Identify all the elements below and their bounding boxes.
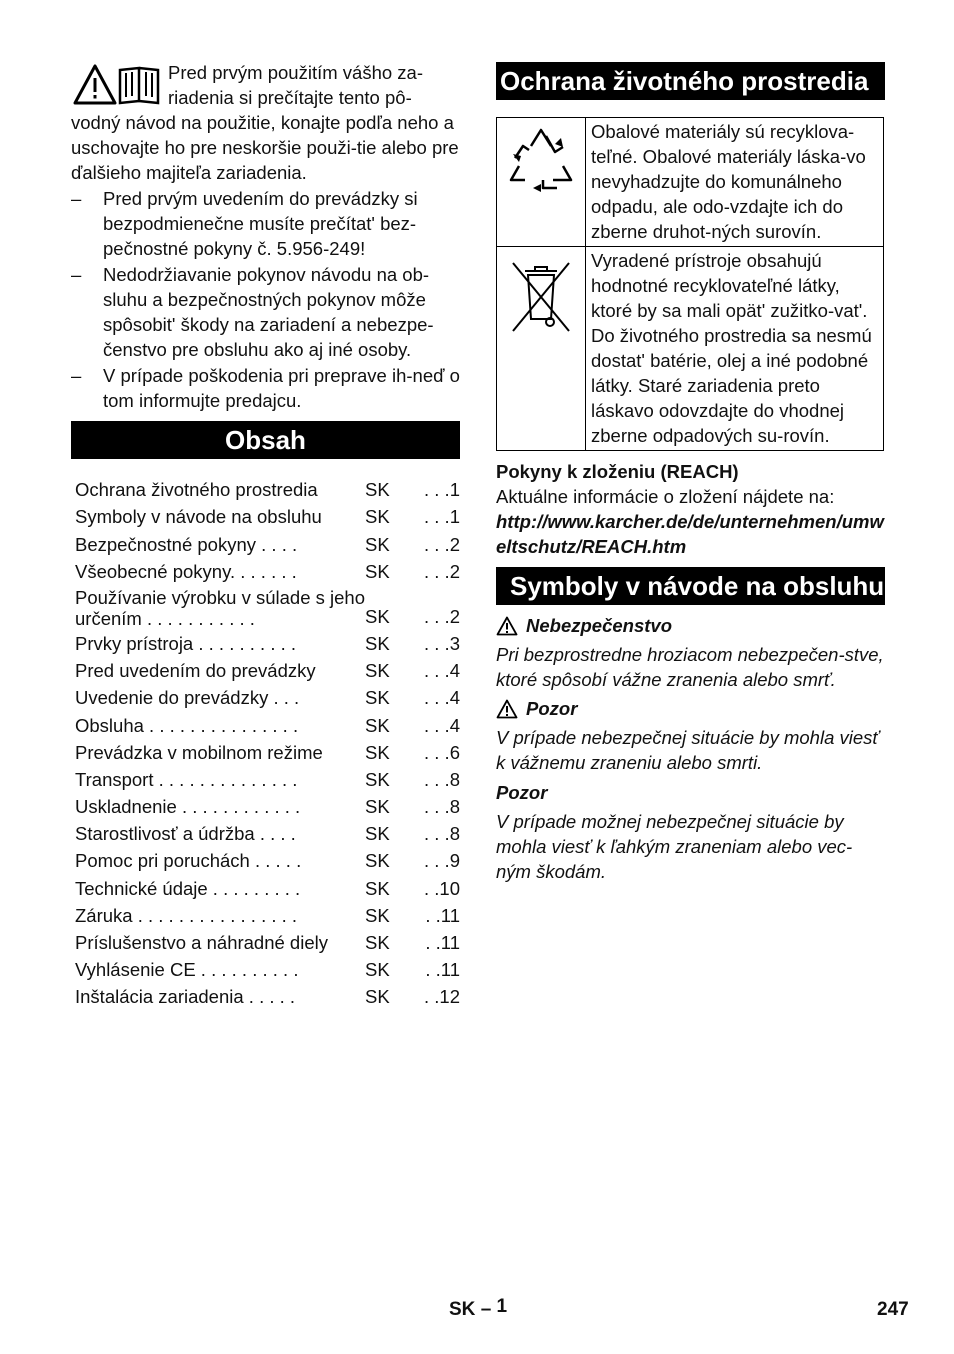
env-heading: Ochrana životného prostredia	[496, 62, 885, 100]
symbols-heading: Symboly v návode na obsluhu	[496, 567, 885, 605]
toc-row[interactable]: Pred uvedením do prevádzky SK . . .4	[75, 660, 460, 682]
symbols-section	[496, 613, 885, 884]
toc-heading: Obsah	[71, 421, 460, 459]
intro-rest: vodný návod na použitie, konajte podľa neho a uschovajte ho pre neskoršie použi-tie alebo pre ďalšieho majiteľa zariadenia.	[71, 112, 459, 183]
right-column	[496, 60, 885, 884]
intro-section	[71, 60, 460, 413]
toc-row[interactable]: Pomoc pri poruchách . . . . . SK . . .9	[75, 850, 460, 872]
intro-line-1: Pred prvým použitím vášho za-	[168, 62, 423, 83]
list-item: – Nedodržiavanie pokynov návodu na ob-sluhu a bezpečnostných pokynov môže spôsobit' škody na zariadení a nebezpe-čenstvo pre obsluhu ako aj iné osoby.	[71, 262, 460, 362]
toc-row[interactable]: Symboly v návode na obsluhu SK . . .1	[75, 506, 460, 528]
toc-row[interactable]: Ochrana životného prostredia SK . . .1	[75, 479, 460, 501]
toc-row[interactable]: Inštalácia zariadenia . . . . . SK . .12	[75, 986, 460, 1008]
warning-icon	[496, 699, 518, 719]
table-of-contents	[71, 475, 460, 1009]
toc-row[interactable]: Uskladnenie . . . . . . . . . . . . SK . . .8	[75, 796, 460, 818]
intro-bullets	[71, 186, 460, 413]
danger-text: Pri bezprostredne hroziacom nebezpečen-stve, ktoré spôsobí vážne zranenia alebo smrť.	[496, 644, 884, 690]
toc-row[interactable]: Používanie výrobku v súlade s jeho určením . . . . . . . . . . . SK . . .2	[75, 586, 460, 629]
env-table	[496, 117, 884, 451]
left-column	[71, 60, 460, 1009]
footer-section-label: SK – 1	[449, 1296, 508, 1320]
env-row-2-text: Vyradené prístroje obsahujú hodnotné recyklovateľné látky, ktoré by sa mali opät' zužitko-vat'. Do životného prostredia sa nesmú dostat' batérie, olej a iné podobné látky. Staré zariadenia preto láskavo odovzdajte do vhodnej zberne odpadových su-rovín.	[586, 247, 884, 451]
danger-title: Nebezpečenstvo	[526, 615, 672, 636]
reach-text: Aktuálne informácie o zložení nájdete na:	[496, 486, 835, 507]
toc-row[interactable]: Prvky prístroja . . . . . . . . . . SK . . .3	[75, 632, 460, 654]
toc-row[interactable]: Starostlivosť a údržba . . . . SK . . .8	[75, 823, 460, 845]
toc-row[interactable]: Príslušenstvo a náhradné diely SK . .11	[75, 932, 460, 953]
toc-row[interactable]: Technické údaje . . . . . . . . . SK . .10	[75, 877, 460, 899]
toc-row[interactable]: Bezpečnostné pokyny . . . . SK . . .2	[75, 533, 460, 555]
toc-row[interactable]: Záruka . . . . . . . . . . . . . . . . SK . .11	[75, 904, 460, 926]
list-item: – Pred prvým uvedením do prevádzky si bezpodmienečne musíte prečítat' bez-pečnostné pokyny č. 5.956-249!	[71, 186, 460, 261]
toc-row[interactable]: Všeobecné pokyny. . . . . . . SK . . .2	[75, 560, 460, 582]
toc-row[interactable]: Obsluha . . . . . . . . . . . . . . . SK . . .4	[75, 714, 460, 736]
warning-title: Pozor	[526, 698, 578, 719]
crossed-bin-icon	[497, 247, 585, 337]
caution-text: V prípade možnej nebezpečnej situácie by mohla viesť k ľahkým zraneniam alebo vec-ným škodám.	[496, 811, 853, 882]
toc-row[interactable]: Vyhlásenie CE . . . . . . . . . . SK . .11	[75, 959, 460, 981]
list-item: – V prípade poškodenia pri preprave ih-neď o tom informujte predajcu.	[71, 363, 460, 413]
page-number: 247	[877, 1299, 909, 1320]
toc-row[interactable]: Prevádzka v mobilnom režime SK . . .6	[75, 741, 460, 763]
warning-icon	[496, 616, 518, 636]
warning-text: V prípade nebezpečnej situácie by mohla viesť k vážnemu zraneniu alebo smrti.	[496, 727, 879, 773]
toc-row[interactable]: Transport . . . . . . . . . . . . . . SK . . .8	[75, 768, 460, 790]
reach-section	[496, 459, 885, 559]
env-row-1-text: Obalové materiály sú recyklova-teľné. Obalové materiály láska-vo nevyhadzujte do komunálneho odpadu, ale odo-vzdajte ich do zberne druhot-ných surovín.	[586, 118, 884, 247]
reach-heading: Pokyny k zloženiu (REACH)	[496, 461, 739, 482]
recycle-icon	[497, 118, 585, 208]
reach-link[interactable]: http://www.karcher.de/de/unternehmen/umweltschutz/REACH.htm	[496, 511, 884, 557]
warning-manual-icon	[73, 64, 163, 106]
toc-row[interactable]: Uvedenie do prevádzky . . . SK . . .4	[75, 687, 460, 709]
intro-line-2: riadenia si prečítajte tento pô-	[168, 87, 412, 108]
caution-title: Pozor	[496, 782, 548, 803]
